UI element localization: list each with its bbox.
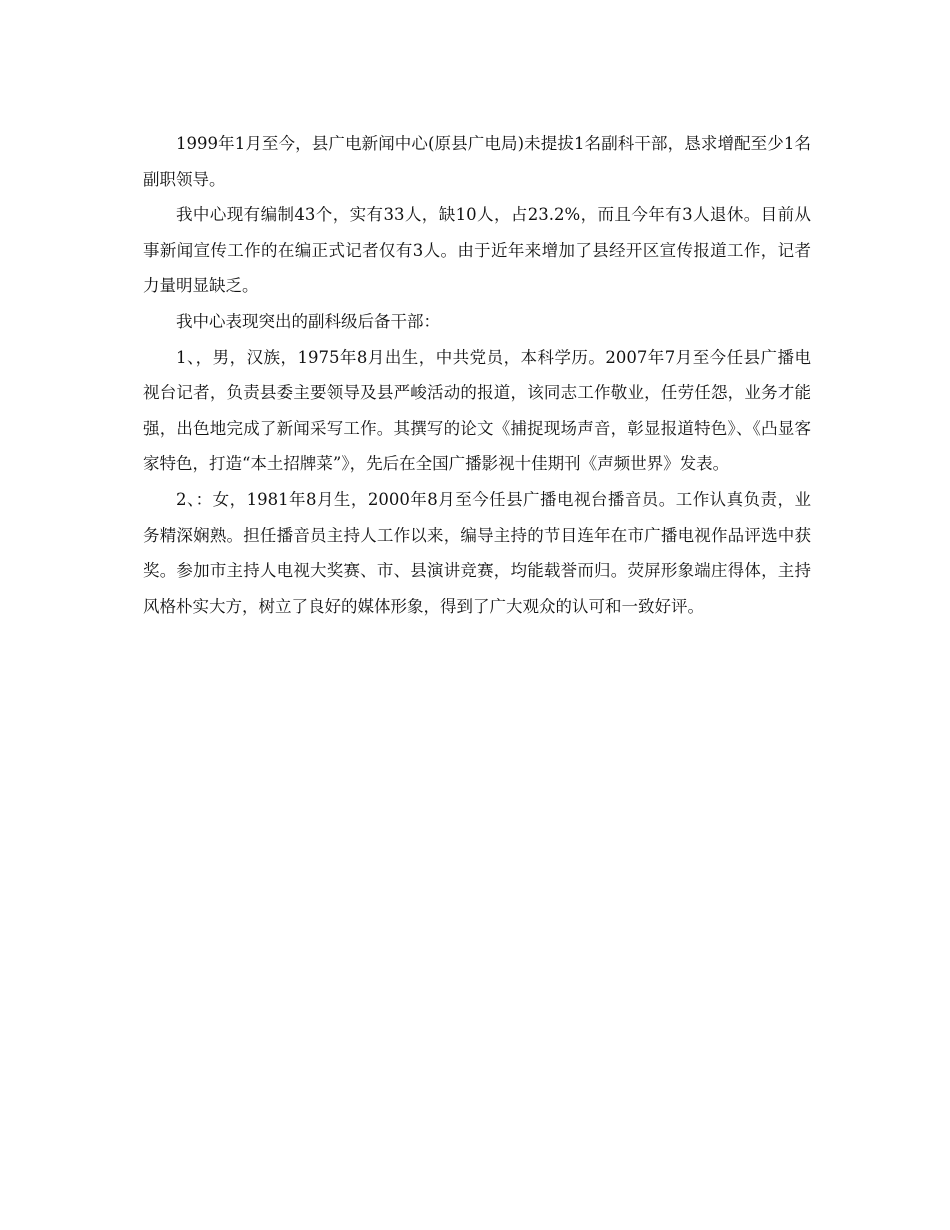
paragraph-staffing-status: 我中心现有编制43个，实有33人，缺10人，占23.2%，而且今年有3人退休。目前从事新闻宣传工作的在编正式记者仅有3人。由于近年来增加了县经开区宣传报道工作，记者力量明显缺乏。: [143, 205, 811, 296]
paragraph-promotion-request: 1999年1月至今，县广电新闻中心(原县广电局)未提拔1名副科干部，恳求增配至少1名副职领导。: [143, 134, 811, 189]
paragraph-candidate-1: 1、，男，汉族，1975年8月出生，中共党员，本科学历。2007年7月至今任县广播电视台记者，负责县委主要领导及县严峻活动的报道，该同志工作敬业，任劳任怨，业务才能强，出色地完成了新闻采写工作。其撰写的论文《捕捉现场声音，彰显报道特色》、《凸显客家特色，打造“本土招牌菜”》，先后在全国广播影视十佳期刊《声频世界》发表。: [143, 347, 811, 474]
paragraph-candidate-2: 2、：女，1981年8月生，2000年8月至今任县广播电视台播音员。工作认真负责，业务精深娴熟。担任播音员主持人工作以来，编导主持的节目连年在市广播电视作品评选中获奖。参加市主持人电视大奖赛、市、县演讲竞赛，均能载誉而归。荧屏形象端庄得体，主持风格朴实大方，树立了良好的媒体形象，得到了广大观众的认可和一致好评。: [143, 489, 811, 616]
document-body: [143, 126, 811, 624]
paragraph-candidates-heading: 我中心表现突出的副科级后备干部：: [176, 311, 440, 331]
